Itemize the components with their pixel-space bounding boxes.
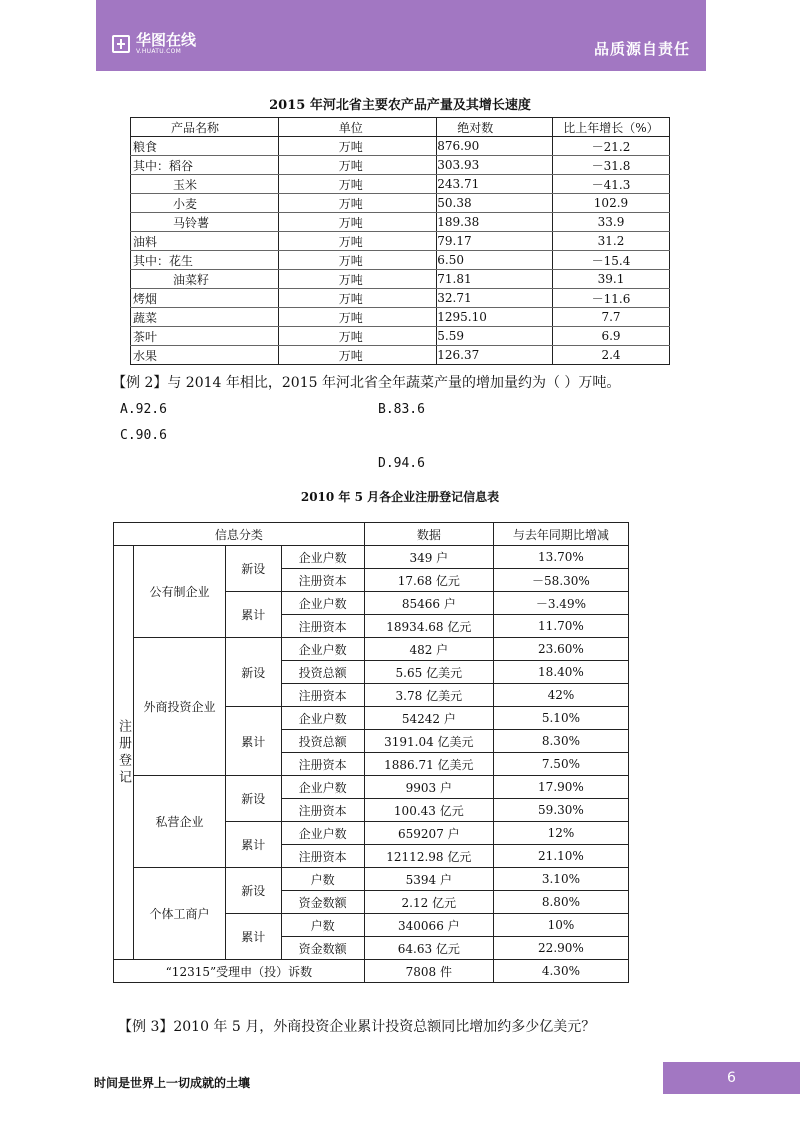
growth-rate: 39.1: [552, 270, 669, 289]
table-row: [131, 346, 670, 365]
table-row: [131, 270, 670, 289]
metric-name: 企业户数: [281, 546, 364, 569]
product-name: 马铃薯: [131, 213, 279, 232]
metric-change: 22.90%: [493, 937, 628, 960]
table-row: [131, 232, 670, 251]
col-header: 单位: [278, 118, 437, 137]
sub-group-label: 累计: [226, 822, 281, 868]
absolute-value: 303.93: [437, 156, 553, 175]
unit: 万吨: [278, 137, 437, 156]
complaint-label: “12315”受理申（投）诉数: [114, 960, 365, 983]
logo: [112, 32, 196, 56]
table-row: [131, 289, 670, 308]
metric-name: 资金数额: [281, 891, 364, 914]
metric-value: 5.65 亿美元: [364, 661, 493, 684]
product-name: 水果: [131, 346, 279, 365]
table-row: [131, 175, 670, 194]
registration-label: 注册登记: [114, 546, 134, 960]
sub-group-label: 累计: [226, 592, 281, 638]
table-header-row: [131, 118, 670, 137]
metric-change: 7.50%: [493, 753, 628, 776]
metric-value: 64.63 亿元: [364, 937, 493, 960]
metric-name: 注册资本: [281, 799, 364, 822]
metric-change: 8.30%: [493, 730, 628, 753]
metric-name: 户数: [281, 914, 364, 937]
metric-value: 100.43 亿元: [364, 799, 493, 822]
unit: 万吨: [278, 327, 437, 346]
absolute-value: 189.38: [437, 213, 553, 232]
metric-value: 85466 户: [364, 592, 493, 615]
table-row: [114, 960, 629, 983]
crop-output-table: [130, 117, 670, 365]
growth-rate: －21.2: [552, 137, 669, 156]
table2-title: 2010 年 5 月各企业注册登记信息表: [300, 490, 500, 504]
option-d: D.94.6: [378, 456, 425, 471]
unit: 万吨: [278, 175, 437, 194]
metric-name: 投资总额: [281, 661, 364, 684]
metric-name: 注册资本: [281, 569, 364, 592]
metric-value: 17.68 亿元: [364, 569, 493, 592]
absolute-value: 876.90: [437, 137, 553, 156]
metric-value: 7808 件: [364, 960, 493, 983]
absolute-value: 71.81: [437, 270, 553, 289]
product-name: 小麦: [131, 194, 279, 213]
growth-rate: 7.7: [552, 308, 669, 327]
growth-rate: 2.4: [552, 346, 669, 365]
unit: 万吨: [278, 232, 437, 251]
metric-name: 户数: [281, 868, 364, 891]
table-row: [131, 194, 670, 213]
product-name: 油菜籽: [131, 270, 279, 289]
metric-value: 482 户: [364, 638, 493, 661]
option-a: A.92.6: [120, 402, 167, 417]
absolute-value: 5.59: [437, 327, 553, 346]
unit: 万吨: [278, 156, 437, 175]
metric-value: 3191.04 亿美元: [364, 730, 493, 753]
product-name: 其中：稻谷: [131, 156, 279, 175]
logo-url: V.HUATU.COM: [136, 48, 182, 55]
absolute-value: 32.71: [437, 289, 553, 308]
question-3: 【例 3】2010 年 5 月，外商投资企业累计投资总额同比增加约多少亿美元？: [118, 1019, 596, 1035]
col-header: 产品名称: [131, 118, 279, 137]
group-label: 外商投资企业: [134, 638, 226, 776]
product-name: 其中：花生: [131, 251, 279, 270]
option-c: C.90.6: [120, 428, 167, 443]
sub-group-label: 累计: [226, 914, 281, 960]
metric-name: 投资总额: [281, 730, 364, 753]
sub-group-label: 新设: [226, 868, 281, 914]
sub-group-label: 新设: [226, 776, 281, 822]
table-row: [131, 156, 670, 175]
table-row: [114, 638, 629, 661]
unit: 万吨: [278, 194, 437, 213]
metric-name: 企业户数: [281, 707, 364, 730]
absolute-value: 1295.10: [437, 308, 553, 327]
col-header: 比上年增长（%）: [552, 118, 669, 137]
unit: 万吨: [278, 251, 437, 270]
metric-change: 21.10%: [493, 845, 628, 868]
sub-group-label: 累计: [226, 707, 281, 776]
logo-name: 华图在线: [136, 31, 197, 49]
metric-change: 59.30%: [493, 799, 628, 822]
table-row: [114, 546, 629, 569]
absolute-value: 6.50: [437, 251, 553, 270]
metric-value: 5394 户: [364, 868, 493, 891]
metric-name: 企业户数: [281, 592, 364, 615]
col-header: 与去年同期比增减: [493, 523, 628, 546]
question-2: 【例 2】与 2014 年相比，2015 年河北省全年蔬菜产量的增加量约为（ ）万吨。: [112, 375, 621, 391]
metric-name: 注册资本: [281, 845, 364, 868]
metric-value: 340066 户: [364, 914, 493, 937]
metric-change: 17.90%: [493, 776, 628, 799]
metric-change: 13.70%: [493, 546, 628, 569]
col-header: 信息分类: [114, 523, 365, 546]
slogan: 品质源自责任: [593, 40, 690, 58]
metric-change: 12%: [493, 822, 628, 845]
metric-change: 5.10%: [493, 707, 628, 730]
growth-rate: －15.4: [552, 251, 669, 270]
table-row: [131, 137, 670, 156]
unit: 万吨: [278, 289, 437, 308]
metric-change: 3.10%: [493, 868, 628, 891]
metric-change: 10%: [493, 914, 628, 937]
growth-rate: －11.6: [552, 289, 669, 308]
page-number: 6: [727, 1070, 736, 1086]
option-b: B.83.6: [378, 402, 425, 417]
absolute-value: 50.38: [437, 194, 553, 213]
metric-name: 资金数额: [281, 937, 364, 960]
sub-group-label: 新设: [226, 546, 281, 592]
metric-change: 23.60%: [493, 638, 628, 661]
metric-value: 18934.68 亿元: [364, 615, 493, 638]
registration-table: [113, 522, 629, 983]
metric-change: 42%: [493, 684, 628, 707]
metric-value: 1886.71 亿美元: [364, 753, 493, 776]
growth-rate: 33.9: [552, 213, 669, 232]
metric-value: 54242 户: [364, 707, 493, 730]
unit: 万吨: [278, 270, 437, 289]
metric-name: 注册资本: [281, 615, 364, 638]
table-row: [114, 776, 629, 799]
metric-name: 企业户数: [281, 776, 364, 799]
metric-name: 企业户数: [281, 638, 364, 661]
product-name: 油料: [131, 232, 279, 251]
sub-group-label: 新设: [226, 638, 281, 707]
metric-value: 659207 户: [364, 822, 493, 845]
product-name: 茶叶: [131, 327, 279, 346]
product-name: 烤烟: [131, 289, 279, 308]
growth-rate: 6.9: [552, 327, 669, 346]
footer-motto: 时间是世界上一切成就的土壤: [94, 1076, 251, 1090]
growth-rate: －31.8: [552, 156, 669, 175]
table-row: [114, 868, 629, 891]
metric-change: 8.80%: [493, 891, 628, 914]
metric-name: 注册资本: [281, 684, 364, 707]
growth-rate: －41.3: [552, 175, 669, 194]
product-name: 粮食: [131, 137, 279, 156]
absolute-value: 126.37: [437, 346, 553, 365]
growth-rate: 102.9: [552, 194, 669, 213]
col-header: 数据: [364, 523, 493, 546]
table-row: [131, 327, 670, 346]
table-row: [131, 308, 670, 327]
metric-change: －58.30%: [493, 569, 628, 592]
metric-name: 注册资本: [281, 753, 364, 776]
unit: 万吨: [278, 308, 437, 327]
metric-value: 3.78 亿美元: [364, 684, 493, 707]
col-header: 绝对数: [437, 118, 553, 137]
metric-change: 11.70%: [493, 615, 628, 638]
group-label: 个体工商户: [134, 868, 226, 960]
group-label: 公有制企业: [134, 546, 226, 638]
metric-value: 2.12 亿元: [364, 891, 493, 914]
metric-change: 18.40%: [493, 661, 628, 684]
table1-title: 2015 年河北省主要农产品产量及其增长速度: [269, 98, 531, 113]
table-header-row: [114, 523, 629, 546]
group-label: 私营企业: [134, 776, 226, 868]
metric-name: 企业户数: [281, 822, 364, 845]
table-row: [131, 213, 670, 232]
logo-icon: [112, 35, 130, 53]
metric-change: 4.30%: [493, 960, 628, 983]
footer-page-bar: [663, 1062, 800, 1094]
absolute-value: 243.71: [437, 175, 553, 194]
metric-value: 349 户: [364, 546, 493, 569]
metric-value: 9903 户: [364, 776, 493, 799]
growth-rate: 31.2: [552, 232, 669, 251]
absolute-value: 79.17: [437, 232, 553, 251]
metric-value: 12112.98 亿元: [364, 845, 493, 868]
table-row: [131, 251, 670, 270]
header-banner: [96, 0, 706, 71]
product-name: 蔬菜: [131, 308, 279, 327]
unit: 万吨: [278, 346, 437, 365]
metric-change: －3.49%: [493, 592, 628, 615]
product-name: 玉米: [131, 175, 279, 194]
unit: 万吨: [278, 213, 437, 232]
